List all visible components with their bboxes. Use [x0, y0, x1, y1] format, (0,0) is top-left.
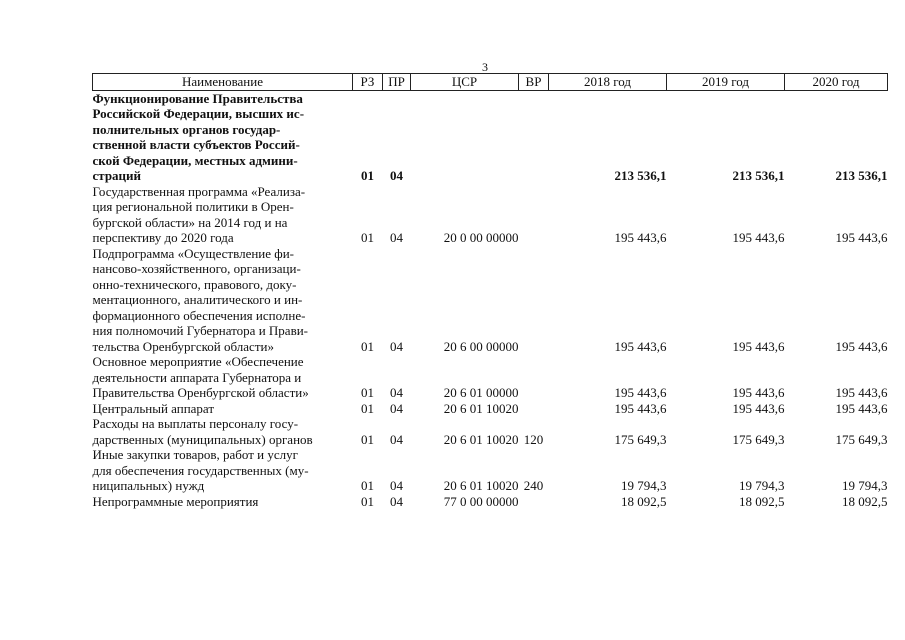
row-name-line: онно-технического, правового, доку-: [92, 276, 297, 292]
row-name-line: ция региональной политики в Орен-: [92, 199, 294, 214]
header-pr: ПР: [383, 74, 411, 91]
row-name-line: бургской области» на 2014 год и на: [92, 214, 288, 230]
header-rz: РЗ: [353, 74, 383, 91]
row-name-line: страций: [92, 168, 142, 183]
row-rz: 01: [361, 385, 374, 400]
table-header-row: [93, 74, 888, 91]
row-name-line: Непрограммные мероприятия: [92, 493, 259, 509]
row-pr: 04: [390, 168, 403, 183]
row-name-line: Расходы на выплаты персоналу госу-: [92, 416, 299, 431]
table-row: [93, 246, 888, 355]
header-2019: 2019 год: [667, 74, 785, 91]
row-value-2020: 18 092,5: [842, 493, 888, 509]
row-csr: 20 6 01 10020: [443, 400, 519, 416]
row-name: [93, 416, 353, 447]
row-name-line: Правительства Оренбургской области»: [92, 385, 309, 400]
row-value-2019: 195 443,6: [732, 338, 785, 354]
row-name-line: тельства Оренбургской области»: [92, 338, 274, 354]
row-csr: 77 0 00 00000: [443, 493, 519, 509]
row-csr: 20 6 00 00000: [443, 338, 519, 354]
row-value-2018: 19 794,3: [621, 478, 667, 493]
row-value-2019: 195 443,6: [732, 400, 785, 416]
row-rz: 01: [361, 230, 374, 245]
row-name-line: перспективу до 2020 года: [92, 230, 234, 245]
row-rz: 01: [361, 493, 374, 509]
header-vr: ВР: [519, 74, 549, 91]
row-name-line: формационного обеспечения исполне-: [92, 307, 306, 323]
row-name: [93, 401, 353, 417]
row-value-2019: 18 092,5: [739, 493, 785, 509]
row-vr: [519, 494, 549, 510]
row-value-2020: 195 443,6: [835, 385, 888, 400]
budget-table: [92, 73, 888, 509]
row-pr: 04: [390, 385, 403, 400]
row-value-2019: 195 443,6: [732, 385, 785, 400]
row-value-2020: 195 443,6: [835, 338, 888, 354]
row-vr: [519, 90, 549, 184]
row-name-line: дарственных (муниципальных) органов: [92, 431, 313, 447]
row-name: [93, 354, 353, 401]
row-csr: 20 0 00 00000: [443, 230, 519, 245]
row-csr: 20 6 01 10020: [443, 478, 519, 493]
header-name: Наименование: [93, 74, 353, 91]
row-vr: [519, 184, 549, 246]
row-name-line: ния полномочий Губернатора и Прави-: [92, 323, 308, 338]
row-value-2019: 175 649,3: [732, 431, 785, 447]
table-row: [93, 447, 888, 494]
row-name-line: Подпрограмма «Осуществление фи-: [92, 245, 294, 261]
row-value-2018: 18 092,5: [621, 493, 667, 509]
row-value-2018: 213 536,1: [614, 168, 667, 183]
row-value-2019: 213 536,1: [732, 168, 785, 183]
page-number: 3: [482, 60, 488, 74]
row-name-line: для обеспечения государственных (му-: [92, 462, 309, 478]
row-name-line: Центральный аппарат: [92, 400, 215, 416]
row-vr: 120: [523, 431, 544, 447]
table-row: [93, 401, 888, 417]
row-value-2019: 19 794,3: [739, 478, 785, 493]
row-rz: 01: [361, 431, 374, 447]
row-vr: 240: [523, 478, 544, 493]
row-pr: 04: [390, 478, 403, 493]
row-value-2018: 195 443,6: [614, 400, 667, 416]
row-vr: [519, 354, 549, 401]
row-name-line: деятельности аппарата Губернатора и: [92, 369, 302, 385]
row-vr: [519, 401, 549, 417]
row-name-line: Российской Федерации, высших ис-: [92, 106, 305, 121]
row-name-line: ментационного, аналитического и ин-: [92, 292, 303, 307]
table-row: [93, 184, 888, 246]
row-value-2019: 195 443,6: [732, 230, 785, 245]
row-value-2018: 195 443,6: [614, 230, 667, 245]
table-row: [93, 416, 888, 447]
row-value-2018: 195 443,6: [614, 385, 667, 400]
row-name-line: ниципальных) нужд: [92, 478, 205, 493]
table-row: [93, 354, 888, 401]
row-pr: 04: [390, 400, 403, 416]
table-row: [93, 90, 888, 184]
row-rz: 01: [361, 338, 374, 354]
row-name-line: ской Федерации, местных админи-: [92, 152, 298, 168]
row-value-2020: 213 536,1: [835, 168, 888, 183]
row-name: [93, 447, 353, 494]
row-rz: 01: [361, 478, 374, 493]
row-name-line: полнительных органов государ-: [92, 121, 281, 137]
row-value-2020: 195 443,6: [835, 230, 888, 245]
row-csr: 20 6 01 10020: [443, 431, 519, 447]
row-value-2018: 195 443,6: [614, 338, 667, 354]
row-pr: 04: [390, 338, 403, 354]
row-csr: 20 6 01 00000: [443, 385, 519, 400]
row-name: [93, 184, 353, 246]
row-name-line: Иные закупки товаров, работ и услуг: [92, 447, 298, 462]
row-value-2018: 175 649,3: [614, 431, 667, 447]
row-value-2020: 175 649,3: [835, 431, 888, 447]
row-value-2020: 19 794,3: [842, 478, 888, 493]
row-pr: 04: [390, 230, 403, 245]
row-pr: 04: [390, 431, 403, 447]
header-2018: 2018 год: [549, 74, 667, 91]
row-name: [93, 90, 353, 184]
row-value-2020: 195 443,6: [835, 400, 888, 416]
row-vr: [519, 246, 549, 355]
row-name-line: нансово-хозяйственного, организаци-: [92, 261, 301, 276]
row-name: [93, 246, 353, 355]
header-csr: ЦСР: [411, 74, 519, 91]
row-name-line: Функционирование Правительства: [92, 90, 303, 106]
row-csr: [411, 90, 519, 184]
row-name-line: ственной власти субъектов Россий-: [92, 137, 300, 152]
row-rz: 01: [361, 400, 374, 416]
table-row: [93, 494, 888, 510]
row-name-line: Основное мероприятие «Обеспечение: [92, 354, 304, 369]
row-name: [93, 494, 353, 510]
row-pr: 04: [390, 493, 403, 509]
header-2020: 2020 год: [785, 74, 888, 91]
row-name-line: Государственная программа «Реализа-: [92, 183, 306, 199]
row-rz: 01: [361, 168, 374, 183]
